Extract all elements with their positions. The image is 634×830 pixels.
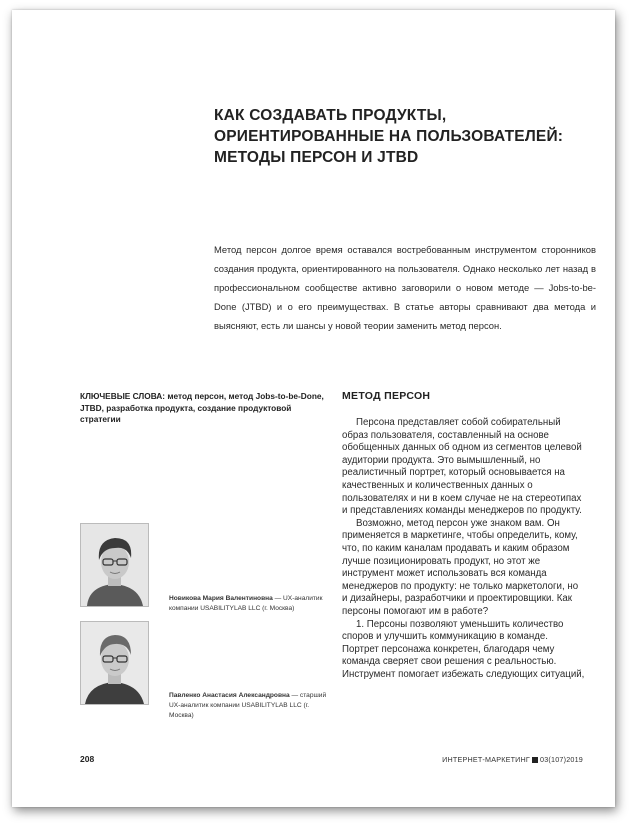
article-title xyxy=(214,105,594,168)
author-name-1: Новикова Мария Валентиновна xyxy=(169,595,273,602)
keywords-block xyxy=(80,391,330,426)
body-paragraph: Возможно, метод персон уже знаком вам. Он применяется в маркетинге, чтобы определить, кому, что, по каким каналам продавать и каким образом лучше позиционировать продукт, но этот же инструмент может использовать вся команда менеджеров по продукту: не только маркетологи, но и дизайнеры, разработчики и проектировщики. Как персоны помогают им в работе? xyxy=(342,517,579,617)
article-lead: Метод персон долгое время оставался востребованным инструментом сторонников создания продукта, ориентированного на пользователя. Однако несколько лет назад в профессиональном сообществе активно заговорили о новом методе — Jobs-to-be-Done (JTBD) и о его преимуществах. В статье авторы сравнивают два метода и выясняют, есть ли шансы у новой теории заменить метод персон. xyxy=(214,244,596,331)
author-photo-1 xyxy=(80,523,149,607)
article-title-line-1: КАК СОЗДАВАТЬ ПРОДУКТЫ, xyxy=(214,107,447,124)
author-caption-2 xyxy=(169,691,334,721)
journal-name: ИНТЕРНЕТ-МАРКЕТИНГ xyxy=(442,755,531,764)
author-role-2: — старший UX-аналитик компании USABILITYLAB LLC (г. Москва) xyxy=(169,692,327,719)
magazine-page xyxy=(12,10,615,807)
journal-footer xyxy=(442,755,583,764)
section-title: МЕТОД ПЕРСОН xyxy=(342,390,431,402)
author-role-1: — UX-аналитик компании USABILITYLAB LLC (г. Москва) xyxy=(169,595,323,612)
body-paragraph: 1. Персоны позволяют уменьшить количество споров и улучшить коммуникацию в команде. Портрет персонажа конкретен, благодаря чему команда сверяет свои решения с реальностью. Инструмент помогает избежать следующих ситуаций, xyxy=(342,618,585,680)
journal-issue: 03(107)2019 xyxy=(540,755,583,764)
author-name-2: Павленко Анастасия Александровна xyxy=(169,692,290,699)
author-caption-1 xyxy=(169,594,334,614)
square-separator-icon xyxy=(532,757,538,763)
body-paragraph: Персона представляет собой собирательный образ пользователя, составленный на основе обобщенных данных об одном из сегментов целевой аудитории продукта. Это вымышленный, но реалистичный портрет, который основывается на качественных и количественных данных о пользователях и ни в коем случае не на стереотипах и представлениях команды менеджеров по продукту. xyxy=(342,417,582,517)
article-body xyxy=(342,417,586,681)
author-photo-2 xyxy=(80,621,149,705)
article-title-line-3: МЕТОДЫ ПЕРСОН И JTBD xyxy=(214,149,419,166)
article-title-line-2: ОРИЕНТИРОВАННЫЕ НА ПОЛЬЗОВАТЕЛЕЙ: xyxy=(214,128,564,145)
keywords-label: КЛЮЧЕВЫЕ СЛОВА: xyxy=(80,391,166,401)
keywords-list: метод персон, метод Jobs-to-be-Done, JTBD, разработка продукта, создание продуктовой стратегии xyxy=(80,391,324,424)
page-number: 208 xyxy=(80,754,95,764)
